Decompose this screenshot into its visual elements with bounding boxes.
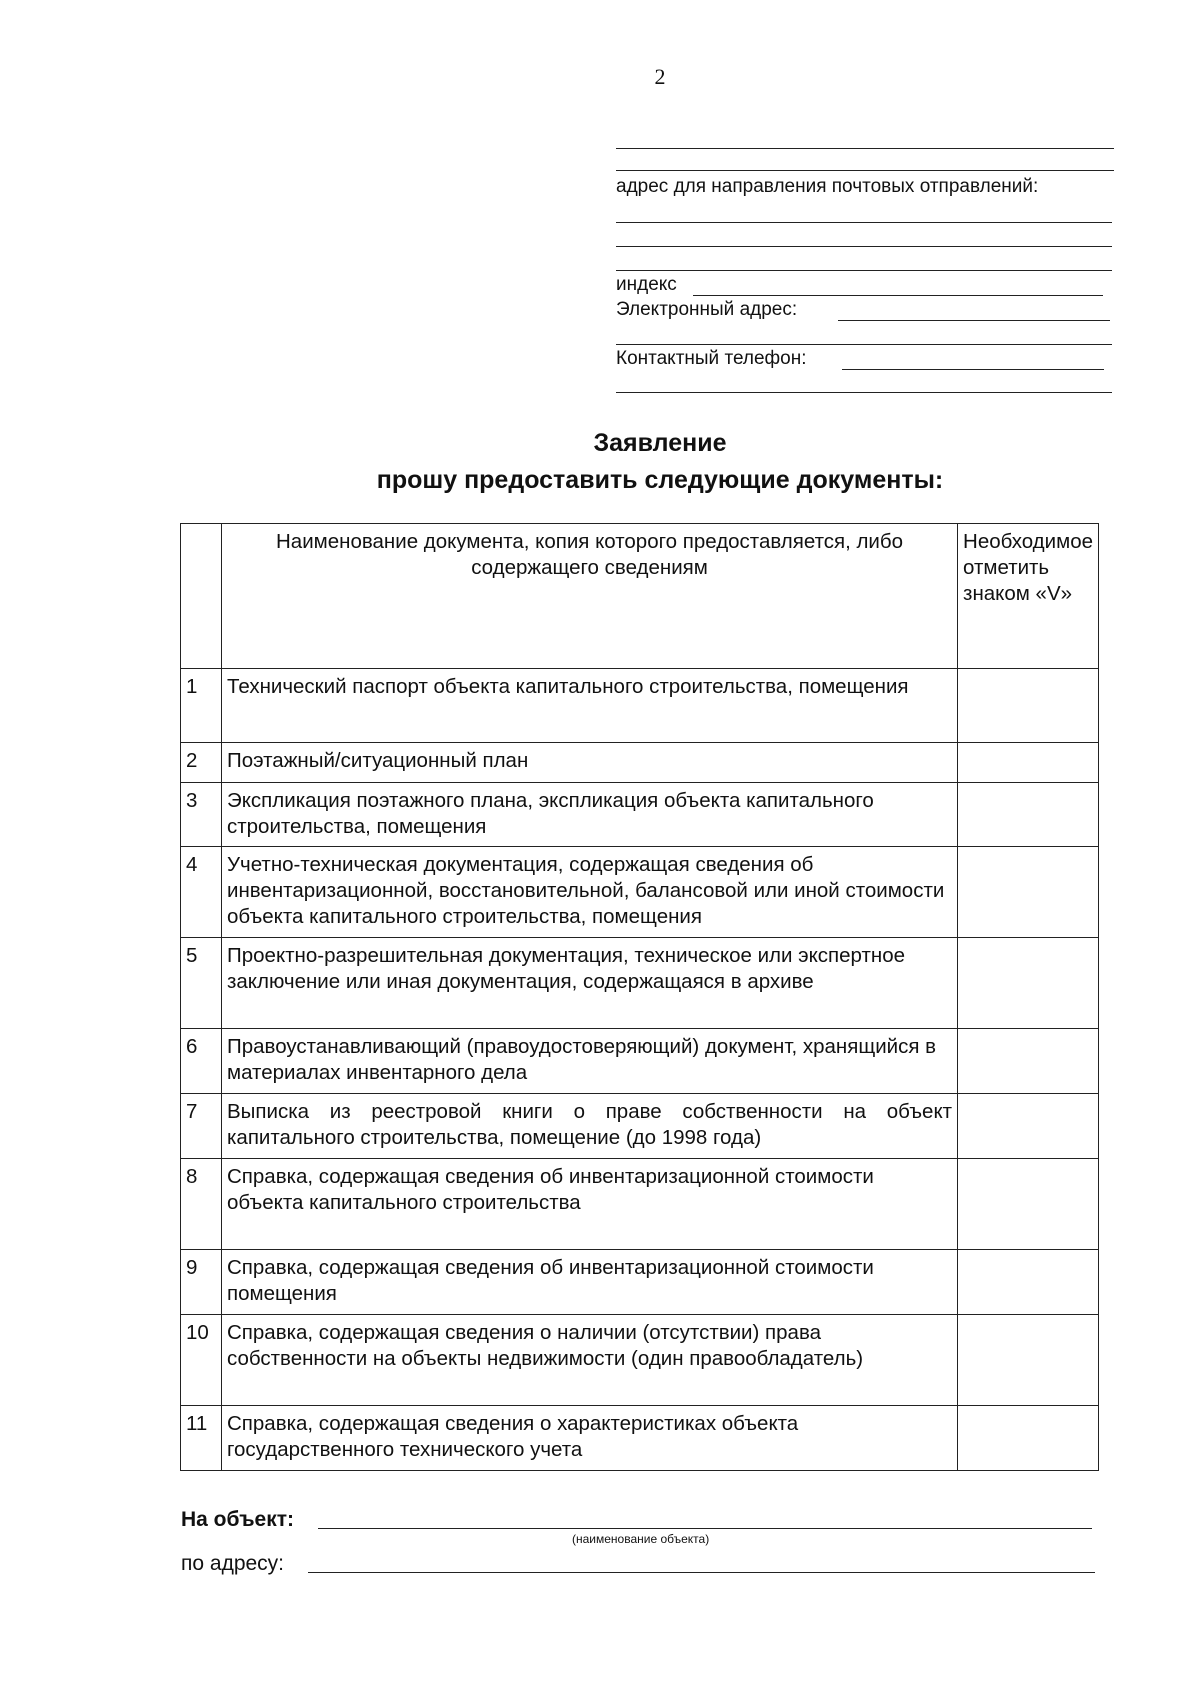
row-document-name: Справка, содержащая сведения о наличии (отсутствии) права собственности на объекты недвижимости (один правообладатель): [222, 1315, 958, 1406]
document-title: Заявление: [593, 429, 727, 457]
row-document-name: Учетно-техническая документация, содержащая сведения об инвентаризационной, восстановительной, балансовой или иной стоимости объекта капитального строительства, помещения: [222, 847, 958, 938]
row-number: 6: [181, 1029, 222, 1094]
row-document-name: Экспликация поэтажного плана, экспликация объекта капитального строительства, помещения: [222, 783, 958, 847]
row-document-name: Справка, содержащая сведения об инвентаризационной стоимости объекта капитального строительства: [222, 1159, 958, 1250]
table-row: [181, 1315, 1099, 1406]
postal-address-line-3: [616, 270, 1112, 271]
header-mark-cell: Необходимое отметить знаком «V»: [958, 524, 1099, 669]
row-checkbox-cell[interactable]: [958, 938, 1099, 1029]
table-row: [181, 743, 1099, 783]
row-document-name: Справка, содержащая сведения об инвентаризационной стоимости помещения: [222, 1250, 958, 1315]
postal-address-line-2: [616, 246, 1112, 247]
row-checkbox-cell[interactable]: [958, 1250, 1099, 1315]
table-row: [181, 1029, 1099, 1094]
row-number: 2: [181, 743, 222, 783]
table-row: [181, 1406, 1099, 1471]
row-number: 5: [181, 938, 222, 1029]
row-number: 7: [181, 1094, 222, 1159]
row-document-name: Справка, содержащая сведения о характеристиках объекта государственного технического учета: [222, 1406, 958, 1471]
row-checkbox-cell[interactable]: [958, 1315, 1099, 1406]
object-field-caption: (наименование объекта): [572, 1532, 710, 1546]
table-row: [181, 1094, 1099, 1159]
table-header-row: [181, 524, 1099, 669]
row-checkbox-cell[interactable]: [958, 743, 1099, 783]
object-label: На объект:: [181, 1508, 294, 1531]
document-subtitle: прошу предоставить следующие документы:: [376, 466, 944, 494]
address-top-line-1: [616, 148, 1114, 149]
row-document-name: Правоустанавливающий (правоудостоверяющий) документ, хранящийся в материалах инвентарного дела: [222, 1029, 958, 1094]
index-label: индекс: [616, 274, 677, 295]
row-document-name: Поэтажный/ситуационный план: [222, 743, 958, 783]
table-row: [181, 938, 1099, 1029]
phone-field-line: [842, 369, 1104, 370]
row-checkbox-cell[interactable]: [958, 1029, 1099, 1094]
table-row: [181, 1250, 1099, 1315]
email-label: Электронный адрес:: [616, 299, 798, 320]
header-num-cell: [181, 524, 222, 669]
page-number: 2: [654, 64, 666, 89]
row-document-name: Выписка из реестровой книги о праве собственности на объект капитального строительства, помещение (до 1998 года): [222, 1094, 958, 1159]
header-name-cell: Наименование документа, копия которого предоставляется, либо содержащего сведениям: [222, 524, 958, 669]
row-number: 9: [181, 1250, 222, 1315]
row-checkbox-cell[interactable]: [958, 1094, 1099, 1159]
postal-address-line-1: [616, 222, 1112, 223]
object-field-line[interactable]: [318, 1528, 1092, 1529]
row-checkbox-cell[interactable]: [958, 847, 1099, 938]
row-number: 11: [181, 1406, 222, 1471]
email-extra-line: [616, 344, 1112, 345]
phone-extra-line: [616, 392, 1112, 393]
row-number: 10: [181, 1315, 222, 1406]
row-checkbox-cell[interactable]: [958, 1159, 1099, 1250]
postal-address-label: адрес для направления почтовых отправлений:: [616, 176, 1039, 197]
table-row: [181, 783, 1099, 847]
row-number: 3: [181, 783, 222, 847]
row-number: 1: [181, 669, 222, 743]
row-number: 8: [181, 1159, 222, 1250]
row-checkbox-cell[interactable]: [958, 783, 1099, 847]
documents-table: [180, 523, 1099, 1471]
table-row: [181, 669, 1099, 743]
index-field-line: [693, 295, 1103, 296]
phone-label: Контактный телефон:: [616, 348, 807, 369]
row-document-name: Проектно-разрешительная документация, техническое или экспертное заключение или иная документация, содержащаяся в архиве: [222, 938, 958, 1029]
address-label: по адресу:: [181, 1552, 285, 1575]
row-checkbox-cell[interactable]: [958, 669, 1099, 743]
table-row: [181, 847, 1099, 938]
row-document-name: Технический паспорт объекта капитального строительства, помещения: [222, 669, 958, 743]
email-field-line: [838, 320, 1110, 321]
row-number: 4: [181, 847, 222, 938]
address-top-line-2: [616, 170, 1114, 171]
table-row: [181, 1159, 1099, 1250]
address-field-line[interactable]: [308, 1572, 1095, 1573]
row-checkbox-cell[interactable]: [958, 1406, 1099, 1471]
